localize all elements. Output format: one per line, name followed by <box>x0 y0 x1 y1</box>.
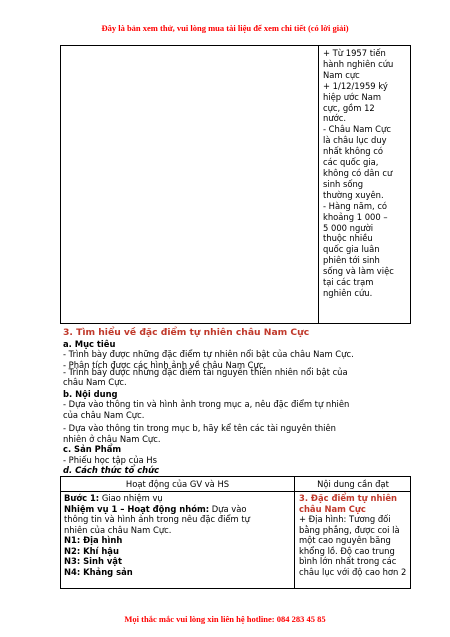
content-title: 3. Đặc điểm tự nhiên <box>299 493 397 503</box>
content-line: châu lục với độ cao hơn 2 <box>299 566 407 577</box>
step-label: Bước 1: <box>64 493 100 503</box>
cell-line: 5 000 người <box>323 222 374 233</box>
cell-line: không có dân cư <box>323 167 393 178</box>
step-text: Giao nhiệm vụ <box>99 493 163 503</box>
method-heading: d. Cách thức tổ chức <box>63 465 160 475</box>
task-text: Dựa vào <box>209 503 247 514</box>
task-text: nhiên của châu Nam Cực. <box>64 524 172 535</box>
group-item: N4: Khảng sản <box>64 566 133 577</box>
content-item: nhiên ở châu Nam Cực. <box>63 433 161 444</box>
product-item: - Phiếu học tập của Hs <box>63 454 157 465</box>
cell-line: Nam cực <box>323 69 360 80</box>
content-title: châu Nam Cực <box>299 503 366 514</box>
cell-line: - Hàng năm, có <box>323 200 388 211</box>
task-text: thông tin và hình ảnh trong nêu đặc điểm tự <box>64 514 250 524</box>
content-line: khổng lồ. Độ cao trung <box>299 545 395 556</box>
content-heading: b. Nội dung <box>63 388 118 399</box>
header-activities: Hoạt động của GV và HS <box>125 479 230 489</box>
cell-line: + Từ 1957 tiến <box>323 48 386 58</box>
product-heading: c. Sản Phẩm <box>63 444 122 454</box>
task-label: Nhiệm vụ 1 – Hoạt động nhóm: <box>64 503 210 514</box>
content-item: - Dựa vào thông tin trong mục b, hãy kể tên các tài nguyên thiên <box>63 423 336 433</box>
column-divider <box>294 477 295 588</box>
cell-line: là châu lục duy <box>323 135 387 146</box>
cell-line: - Châu Nam Cực <box>323 124 391 135</box>
preview-banner: Đây là bản xem thử, vui lòng mua tài liệu để xem chi tiết (có lời giải) <box>101 23 349 33</box>
cell-line: nước. <box>323 113 347 124</box>
section-title: 3. Tìm hiểu về đặc điểm tự nhiên châu Nam Cực <box>63 327 310 338</box>
cell-line: thuộc nhiều <box>323 233 373 244</box>
activities-cell <box>64 493 291 577</box>
content-cell <box>299 493 409 577</box>
section-3 <box>63 328 409 476</box>
activity-table <box>60 476 411 589</box>
content-item: - Dựa vào thông tin và hình ảnh trong mục a, nêu đặc điểm tự nhiên <box>63 399 350 409</box>
content-line: bình lớn nhất trong các <box>299 556 397 566</box>
cell-line: nhất không có <box>323 146 383 157</box>
cell-line: tại các trạm <box>323 277 374 288</box>
content-line: + Địa hình: Tương đối <box>299 514 391 524</box>
cell-line: + 1/12/1959 ký <box>323 80 388 91</box>
objective-item: - Trình bày được những đặc điểm tự nhiên nổi bật của châu Nam Cực. <box>63 349 354 359</box>
table-right-cell <box>323 48 409 299</box>
content-line: một cao nguyên băng <box>299 535 391 545</box>
cell-line: thường xuyên. <box>323 189 384 200</box>
cell-line: các quốc gia, <box>323 157 379 168</box>
table-continuation <box>60 45 411 324</box>
group-item: N2: Khí hậu <box>64 545 119 556</box>
cell-line: khoảng 1 000 – <box>323 211 388 222</box>
cell-line: nghiên cứu. <box>323 287 373 298</box>
objective-heading: a. Mục tiêu <box>63 338 116 349</box>
objective-item: châu Nam Cực. <box>63 377 127 387</box>
table-left-cell <box>61 46 319 323</box>
group-item: N1: Địa hình <box>64 535 123 545</box>
cell-line: sinh sống <box>323 178 364 189</box>
content-line: bằng phẳng, được coi là <box>299 524 400 535</box>
cell-line: hành nghiên cứu <box>323 58 394 69</box>
header-content: Nội dung cần đạt <box>317 479 389 489</box>
cell-line: sống và làm việc <box>323 266 394 277</box>
cell-line: phiên tới sinh <box>323 255 380 266</box>
group-item: N3: Sinh vật <box>64 556 122 566</box>
cell-line: hiệp ước Nam <box>323 91 382 102</box>
content-item: của châu Nam Cực. <box>63 409 145 420</box>
objective-item: - Phân tích được các hình ảnh về châu Nam Cực. <box>63 359 267 370</box>
objective-item: - Trình bày được những đặc điểm tài nguyên thiên nhiên nổi bật của <box>63 367 348 377</box>
cell-line: quốc gia luân <box>323 244 380 255</box>
hotline-banner: Mọi thắc mắc vui lòng xin liên hệ hotline: 084 283 45 85 <box>124 614 326 624</box>
cell-line: cực, gồm 12 <box>323 102 375 113</box>
